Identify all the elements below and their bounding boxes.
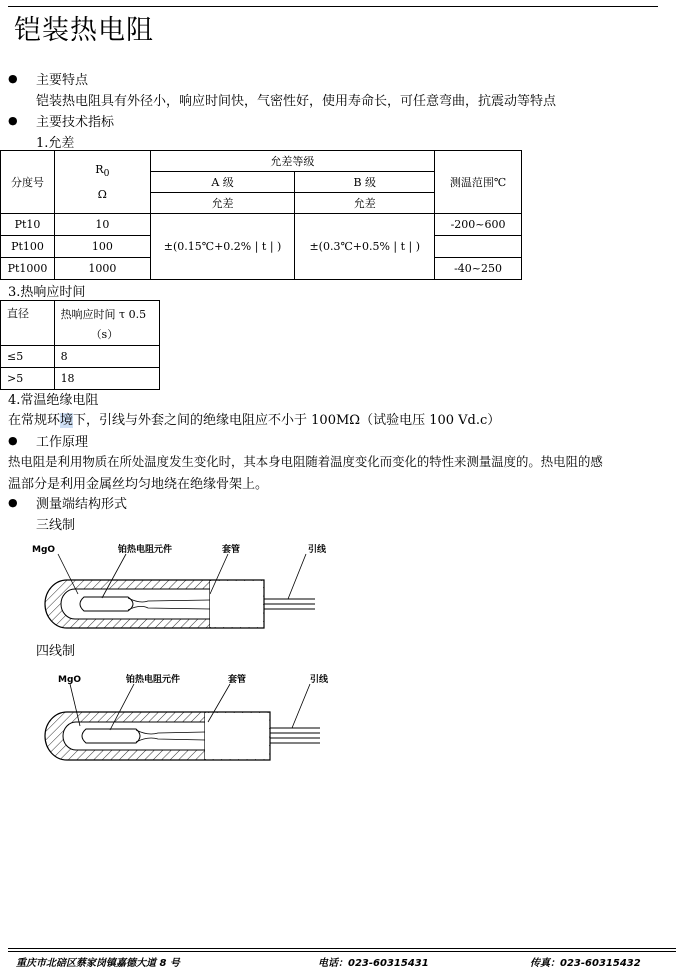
col-grade-header: 允差等级 (150, 151, 434, 172)
cell-index: Pt1000 (1, 258, 55, 280)
mgo-label: MgO (32, 545, 56, 555)
col-time-unit: （s） (90, 328, 119, 341)
col-time-label: 热响应时间 τ 0.5 (60, 308, 147, 321)
three-wire-diagram (30, 532, 330, 642)
specs-heading: 主要技术指标 (36, 115, 115, 130)
col-time-header (54, 301, 159, 346)
tolerance-table (0, 150, 522, 280)
page-title: 铠装热电阻 (14, 15, 154, 46)
sheath-label: 套管 (228, 675, 247, 685)
col-r0-header (54, 151, 150, 214)
footer-phone: 电话：023-60315431 (318, 958, 429, 969)
table-row (1, 368, 160, 390)
footer-address: 重庆市北碚区蔡家岗镇嘉德大道 8 号 (16, 958, 180, 969)
insulation-pre: 在常规环 (8, 413, 61, 428)
lead-label: 引线 (308, 545, 327, 555)
lead-label: 引线 (310, 675, 329, 685)
bullet-icon: ● (8, 434, 18, 447)
cell-dia: ≤5 (1, 346, 55, 368)
features-heading: 主要特点 (36, 73, 89, 88)
r0-symbol: R (95, 162, 104, 176)
footer-fax: 传真：023-60315432 (530, 958, 641, 969)
footer-rule (8, 951, 676, 952)
cell-index: Pt10 (1, 214, 55, 236)
bullet-icon: ● (8, 114, 18, 127)
response-title: 3.热响应时间 (8, 285, 86, 300)
insulation-text (8, 409, 500, 428)
cell-r0: 10 (54, 214, 150, 236)
cell-time: 18 (54, 368, 159, 390)
element-label: 铂热电阻元件 (118, 545, 173, 555)
cell-r0: 100 (54, 236, 150, 258)
table-row (1, 346, 160, 368)
features-text: 铠装热电阻具有外径小，响应时间快，气密性好，使用寿命长，可任意弯曲，抗震动等特点 (36, 94, 557, 109)
cell-b-value: ±(0.3℃+0.5% | t | ) (295, 214, 435, 280)
col-b-header: B 级 (295, 172, 435, 193)
table-row (1, 214, 522, 236)
insulation-highlight: 境 (60, 413, 74, 428)
col-dia-header: 直径 (1, 301, 55, 346)
four-wire-diagram (30, 662, 330, 772)
bullet-icon: ● (8, 496, 18, 509)
cell-r0: 1000 (54, 258, 150, 280)
insulation-title: 4.常温绝缘电阻 (8, 393, 99, 408)
cell-range: -40~250 (435, 258, 522, 280)
mgo-label: MgO (58, 675, 82, 685)
tolerance-title: 1.允差 (36, 136, 75, 151)
col-index-header: 分度号 (1, 151, 55, 214)
col-a-tol: 允差 (150, 193, 295, 214)
footer-rule (8, 948, 676, 949)
principle-line2: 温部分是利用金属丝均匀地绕在绝缘骨架上。 (8, 477, 269, 492)
response-table (0, 300, 160, 390)
r0-subscript: 0 (103, 168, 110, 180)
col-b-tol: 允差 (295, 193, 435, 214)
col-range-header: 测温范围℃ (435, 151, 522, 214)
cell-index: Pt100 (1, 236, 55, 258)
cell-range (435, 236, 522, 258)
four-wire-label: 四线制 (36, 644, 76, 659)
element-label: 铂热电阻元件 (126, 675, 181, 685)
principle-line1: 热电阻是利用物质在所处温度发生变化时，其本身电阻随着温度变化而变化的特性来测量温度的。热电阻的感 (8, 454, 603, 469)
three-wire-label: 三线制 (36, 518, 76, 533)
cell-a-value: ±(0.15℃+0.2% | t | ) (150, 214, 295, 280)
principle-heading: 工作原理 (36, 435, 89, 450)
cell-dia: >5 (1, 368, 55, 390)
cell-range: -200~600 (435, 214, 522, 236)
cell-time: 8 (54, 346, 159, 368)
sheath-label: 套管 (222, 545, 241, 555)
structure-heading: 测量端结构形式 (36, 497, 128, 512)
insulation-post: 下，引线与外套之间的绝缘电阻应不小于 100MΩ（试验电压 100 Vd.c） (73, 413, 501, 428)
col-a-header: A 级 (150, 172, 295, 193)
top-rule (8, 6, 658, 7)
bullet-icon: ● (8, 72, 18, 85)
r0-unit: Ω (97, 188, 107, 202)
